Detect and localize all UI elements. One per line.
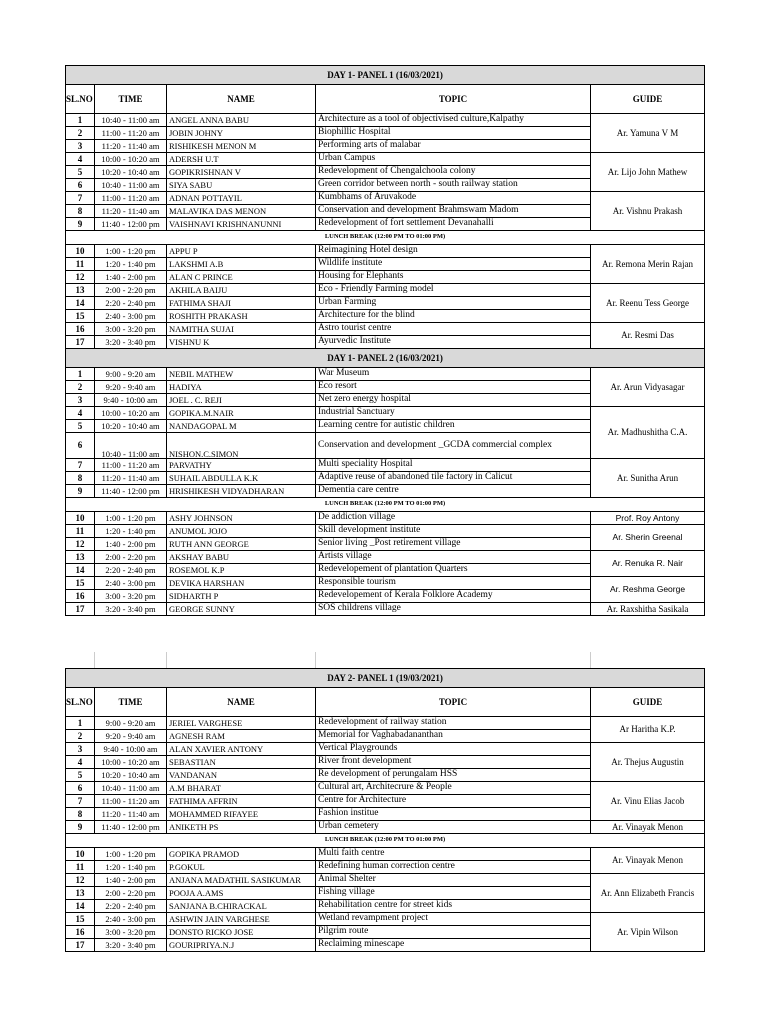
serial-number: 17	[66, 336, 95, 349]
table-row	[66, 551, 705, 564]
time-slot: 1:20 - 1:40 pm	[95, 258, 167, 271]
serial-number: 4	[66, 756, 95, 769]
header-name: NAME	[167, 85, 316, 114]
serial-number: 8	[66, 808, 95, 821]
time-slot: 1:20 - 1:40 pm	[95, 861, 167, 874]
student-name: GOURIPRIYA.N.J	[167, 939, 316, 952]
header-guide: GUIDE	[591, 688, 705, 717]
topic-text: Rehabilitation centre for street kids	[316, 900, 591, 913]
time-slot: 2:20 - 2:40 pm	[95, 900, 167, 913]
student-name: VAISHNAVI KRISHNANUNNI	[167, 218, 316, 231]
serial-number: 2	[66, 381, 95, 394]
time-slot: 2:40 - 3:00 pm	[95, 913, 167, 926]
time-slot: 11:40 - 12:00 pm	[95, 821, 167, 834]
student-name: ANIKETH PS	[167, 821, 316, 834]
serial-number: 6	[66, 179, 95, 192]
serial-number: 9	[66, 218, 95, 231]
serial-number: 11	[66, 861, 95, 874]
topic-text: Net zero energy hospital	[316, 394, 591, 407]
serial-number: 1	[66, 114, 95, 127]
serial-number: 5	[66, 166, 95, 179]
time-slot: 11:20 - 11:40 am	[95, 808, 167, 821]
student-name: ADNAN POTTAYIL	[167, 192, 316, 205]
serial-number: 11	[66, 258, 95, 271]
student-name: HADIYA	[167, 381, 316, 394]
topic-text: Architecture for the blind	[316, 310, 591, 323]
time-slot: 10:20 - 10:40 am	[95, 166, 167, 179]
serial-number: 5	[66, 769, 95, 782]
time-slot: 1:40 - 2:00 pm	[95, 538, 167, 551]
time-slot: 11:20 - 11:40 am	[95, 472, 167, 485]
time-slot: 11:00 - 11:20 am	[95, 192, 167, 205]
serial-number: 12	[66, 538, 95, 551]
day2-panel1-table	[65, 668, 704, 952]
topic-text: De addiction village	[316, 512, 591, 525]
serial-number: 10	[66, 245, 95, 258]
topic-text: Learning centre for autistic children	[316, 420, 591, 433]
student-name: SEBASTIAN	[167, 756, 316, 769]
time-slot: 3:00 - 3:20 pm	[95, 926, 167, 939]
serial-number: 7	[66, 795, 95, 808]
time-slot: 10:20 - 10:40 am	[95, 420, 167, 433]
topic-text: Housing for Elephants	[316, 271, 591, 284]
serial-number: 3	[66, 743, 95, 756]
student-name: ANUMOL JOJO	[167, 525, 316, 538]
header-topic: TOPIC	[316, 85, 591, 114]
student-name: SIDHARTH P	[167, 590, 316, 603]
lunch-break: LUNCH BREAK (12:00 PM TO 01:00 PM)	[66, 231, 705, 245]
topic-text: Wetland revampment project	[316, 913, 591, 926]
topic-text: Fashion institue	[316, 808, 591, 821]
guide-cell: Ar. Thejus Augustin	[591, 743, 705, 782]
time-slot: 2:20 - 2:40 pm	[95, 297, 167, 310]
serial-number: 8	[66, 472, 95, 485]
topic-text: Multi faith centre	[316, 848, 591, 861]
student-name: FATHIMA AFFRIN	[167, 795, 316, 808]
serial-number: 16	[66, 590, 95, 603]
time-slot: 9:00 - 9:20 am	[95, 717, 167, 730]
serial-number: 5	[66, 420, 95, 433]
topic-text: Vertical Playgrounds	[316, 743, 591, 756]
guide-cell: Ar. Sunitha Arun	[591, 459, 705, 498]
serial-number: 17	[66, 939, 95, 952]
table-row	[66, 407, 705, 420]
guide-cell: Prof. Roy Antony	[591, 512, 705, 525]
time-slot: 10:00 - 10:20 am	[95, 407, 167, 420]
guide-cell: Ar. Vinayak Menon	[591, 821, 705, 834]
serial-number: 15	[66, 310, 95, 323]
serial-number: 7	[66, 192, 95, 205]
header-name: NAME	[167, 688, 316, 717]
student-name: GOPIKA PRAMOD	[167, 848, 316, 861]
time-slot: 1:40 - 2:00 pm	[95, 874, 167, 887]
topic-text: Re development of perungalam HSS	[316, 769, 591, 782]
guide-cell: Ar. Vishnu Prakash	[591, 192, 705, 231]
student-name: ROSHITH PRAKASH	[167, 310, 316, 323]
topic-text: War Museum	[316, 368, 591, 381]
panel-title: DAY 1- PANEL 1 (16/03/2021)	[66, 66, 705, 85]
table-row	[66, 284, 705, 297]
panel-title: DAY 1- PANEL 2 (16/03/2021)	[66, 349, 705, 368]
topic-text: Performing arts of malabar	[316, 140, 591, 153]
student-name: FATHIMA SHAJI	[167, 297, 316, 310]
time-slot: 1:20 - 1:40 pm	[95, 525, 167, 538]
time-slot: 1:00 - 1:20 pm	[95, 848, 167, 861]
time-slot: 10:00 - 10:20 am	[95, 153, 167, 166]
table-row	[66, 192, 705, 205]
student-name: JERIEL VARGHESE	[167, 717, 316, 730]
time-slot: 1:00 - 1:20 pm	[95, 245, 167, 258]
serial-number: 15	[66, 577, 95, 590]
student-name: SANJANA B.CHIRACKAL	[167, 900, 316, 913]
student-name: SUHAIL ABDULLA K.K	[167, 472, 316, 485]
serial-number: 9	[66, 485, 95, 498]
topic-text: Green corridor between north - south railway station	[316, 179, 591, 192]
table-row	[66, 848, 705, 861]
student-name: ADERSH U.T	[167, 153, 316, 166]
serial-number: 7	[66, 459, 95, 472]
time-slot: 9:20 - 9:40 am	[95, 730, 167, 743]
topic-text: Eco resort	[316, 381, 591, 394]
student-name: AKSHAY BABU	[167, 551, 316, 564]
topic-text: Ayurvedic Institute	[316, 336, 591, 349]
time-slot: 10:40 - 11:00 am	[95, 114, 167, 127]
time-slot: 11:20 - 11:40 am	[95, 205, 167, 218]
topic-text: Pilgrim route	[316, 926, 591, 939]
time-slot: 3:00 - 3:20 pm	[95, 323, 167, 336]
time-slot: 2:00 - 2:20 pm	[95, 551, 167, 564]
serial-number: 13	[66, 551, 95, 564]
time-slot: 11:20 - 11:40 am	[95, 140, 167, 153]
panel-title: DAY 2- PANEL 1 (19/03/2021)	[66, 669, 705, 688]
topic-text: Architecture as a tool of objectivised culture,Kalpathy	[316, 114, 591, 127]
student-name: JOEL . C. REJI	[167, 394, 316, 407]
serial-number: 17	[66, 603, 95, 616]
guide-cell: Ar. Madhushitha C.A.	[591, 407, 705, 459]
topic-text: Cultural art, Architecrure & People	[316, 782, 591, 795]
student-name: ALAN C PRINCE	[167, 271, 316, 284]
header-time: TIME	[95, 688, 167, 717]
student-name: NEBIL MATHEW	[167, 368, 316, 381]
guide-cell: Ar. Ann Elizabeth Francis	[591, 874, 705, 913]
table-row	[66, 913, 705, 926]
guide-cell: Ar. Lijo John Mathew	[591, 153, 705, 192]
topic-text: Dementia care centre	[316, 485, 591, 498]
student-name: RUTH ANN GEORGE	[167, 538, 316, 551]
time-slot: 10:40 - 11:00 am	[95, 433, 167, 459]
topic-text: Conservation and development Brahmswam Madom	[316, 205, 591, 218]
serial-number: 14	[66, 900, 95, 913]
serial-number: 16	[66, 926, 95, 939]
topic-text: Conservation and development _GCDA commercial complex	[316, 433, 591, 459]
time-slot: 3:20 - 3:40 pm	[95, 603, 167, 616]
serial-number: 1	[66, 717, 95, 730]
lunch-break: LUNCH BREAK (12:00 PM TO 01:00 PM)	[66, 498, 705, 512]
student-name: RISHIKESH MENON M	[167, 140, 316, 153]
serial-number: 3	[66, 140, 95, 153]
student-name: ALAN XAVIER ANTONY	[167, 743, 316, 756]
time-slot: 2:00 - 2:20 pm	[95, 284, 167, 297]
serial-number: 6	[66, 433, 95, 459]
serial-number: 9	[66, 821, 95, 834]
time-slot: 9:20 - 9:40 am	[95, 381, 167, 394]
student-name: AGNESH RAM	[167, 730, 316, 743]
student-name: NANDAGOPAL M	[167, 420, 316, 433]
student-name: DEVIKA HARSHAN	[167, 577, 316, 590]
topic-text: Urban Farming	[316, 297, 591, 310]
time-slot: 2:00 - 2:20 pm	[95, 887, 167, 900]
guide-cell: Ar. Vinu Elias Jacob	[591, 782, 705, 821]
guide-cell: Ar Haritha K.P.	[591, 717, 705, 743]
time-slot: 10:40 - 11:00 am	[95, 782, 167, 795]
topic-text: Kumbhams of Aruvakode	[316, 192, 591, 205]
topic-text: Redevelopment of railway station	[316, 717, 591, 730]
serial-number: 15	[66, 913, 95, 926]
time-slot: 1:40 - 2:00 pm	[95, 271, 167, 284]
serial-number: 3	[66, 394, 95, 407]
table-row	[66, 603, 705, 616]
table-row	[66, 323, 705, 336]
topic-text: Fishing village	[316, 887, 591, 900]
topic-text: Astro tourist centre	[316, 323, 591, 336]
serial-number: 1	[66, 368, 95, 381]
serial-number: 8	[66, 205, 95, 218]
topic-text: Urban Campus	[316, 153, 591, 166]
time-slot: 3:20 - 3:40 pm	[95, 939, 167, 952]
serial-number: 14	[66, 564, 95, 577]
topic-text: Wildlife institute	[316, 258, 591, 271]
student-name: ROSEMOL K.P	[167, 564, 316, 577]
student-name: A.M BHARAT	[167, 782, 316, 795]
student-name: AKHILA BAIJU	[167, 284, 316, 297]
header-guide: GUIDE	[591, 85, 705, 114]
table-row	[66, 153, 705, 166]
header-slno: SL.NO	[66, 85, 95, 114]
table-row	[66, 874, 705, 887]
student-name: HRISHIKESH VIDYADHARAN	[167, 485, 316, 498]
serial-number: 6	[66, 782, 95, 795]
table-row	[66, 717, 705, 730]
serial-number: 10	[66, 848, 95, 861]
topic-text: Urban cemetery	[316, 821, 591, 834]
topic-text: Skill development institute	[316, 525, 591, 538]
time-slot: 9:00 - 9:20 am	[95, 368, 167, 381]
student-name: GEORGE SUNNY	[167, 603, 316, 616]
topic-text: Memorial for Vaghabadananthan	[316, 730, 591, 743]
guide-cell: Ar. Reshma George	[591, 577, 705, 603]
time-slot: 10:20 - 10:40 am	[95, 769, 167, 782]
topic-text: Redevelopment of fort settlement Devanahalli	[316, 218, 591, 231]
lunch-break: LUNCH BREAK (12:00 PM TO 01:00 PM)	[66, 834, 705, 848]
student-name: P.GOKUL	[167, 861, 316, 874]
student-name: NAMITHA SUJAI	[167, 323, 316, 336]
table-row	[66, 368, 705, 381]
header-time: TIME	[95, 85, 167, 114]
student-name: MALAVIKA DAS MENON	[167, 205, 316, 218]
student-name: APPU P	[167, 245, 316, 258]
topic-text: Centre for Architecture	[316, 795, 591, 808]
student-name: JOBIN JOHNY	[167, 127, 316, 140]
time-slot: 2:40 - 3:00 pm	[95, 310, 167, 323]
guide-cell: Ar. Vinayak Menon	[591, 848, 705, 874]
table-row	[66, 782, 705, 795]
topic-text: Reclaiming minescape	[316, 939, 591, 952]
header-topic: TOPIC	[316, 688, 591, 717]
topic-text: Redefining human correction centre	[316, 861, 591, 874]
topic-text: Redevelopement of Kerala Folklore Academy	[316, 590, 591, 603]
header-slno: SL.NO	[66, 688, 95, 717]
serial-number: 4	[66, 153, 95, 166]
serial-number: 12	[66, 271, 95, 284]
student-name: VANDANAN	[167, 769, 316, 782]
guide-cell: Ar. Raxshitha Sasikala	[591, 603, 705, 616]
guide-cell: Ar. Arun Vidyasagar	[591, 368, 705, 407]
topic-text: Reimagining Hotel design	[316, 245, 591, 258]
topic-text: Adaptive reuse of abandoned tile factory in Calicut	[316, 472, 591, 485]
serial-number: 13	[66, 284, 95, 297]
time-slot: 11:40 - 12:00 pm	[95, 218, 167, 231]
topic-text: Industrial Sanctuary	[316, 407, 591, 420]
time-slot: 10:40 - 11:00 am	[95, 179, 167, 192]
guide-cell: Ar. Vipin Wilson	[591, 913, 705, 952]
table-row	[66, 245, 705, 258]
time-slot: 11:40 - 12:00 pm	[95, 485, 167, 498]
student-name: PARVATHY	[167, 459, 316, 472]
student-name: LAKSHMI A.B	[167, 258, 316, 271]
guide-cell: Ar. Yamuna V M	[591, 114, 705, 153]
table-row	[66, 459, 705, 472]
student-name: ANGEL ANNA BABU	[167, 114, 316, 127]
student-name: POOJA A.AMS	[167, 887, 316, 900]
topic-text: Animal Shelter	[316, 874, 591, 887]
time-slot: 11:00 - 11:20 am	[95, 459, 167, 472]
time-slot: 3:20 - 3:40 pm	[95, 336, 167, 349]
time-slot: 2:20 - 2:40 pm	[95, 564, 167, 577]
student-name: DONSTO RICKO JOSE	[167, 926, 316, 939]
time-slot: 11:00 - 11:20 am	[95, 127, 167, 140]
time-slot: 9:40 - 10:00 am	[95, 394, 167, 407]
topic-text: Biophillic Hospital	[316, 127, 591, 140]
serial-number: 2	[66, 127, 95, 140]
topic-text: Responsible tourism	[316, 577, 591, 590]
table-row	[66, 821, 705, 834]
table-row	[66, 114, 705, 127]
student-name: GOPIKA.M.NAIR	[167, 407, 316, 420]
serial-number: 16	[66, 323, 95, 336]
guide-cell: Ar. Sherin Greenal	[591, 525, 705, 551]
serial-number: 2	[66, 730, 95, 743]
serial-number: 14	[66, 297, 95, 310]
student-name: ASHWIN JAIN VARGHESE	[167, 913, 316, 926]
student-name: ASHY JOHNSON	[167, 512, 316, 525]
serial-number: 10	[66, 512, 95, 525]
topic-text: Multi speciality Hospital	[316, 459, 591, 472]
table-row	[66, 743, 705, 756]
guide-cell: Ar. Renuka R. Nair	[591, 551, 705, 577]
serial-number: 4	[66, 407, 95, 420]
time-slot: 1:00 - 1:20 pm	[95, 512, 167, 525]
student-name: VISHNU K	[167, 336, 316, 349]
serial-number: 11	[66, 525, 95, 538]
student-name: SIYA SABU	[167, 179, 316, 192]
time-slot: 2:40 - 3:00 pm	[95, 577, 167, 590]
student-name: NISHON.C.SIMON	[167, 433, 316, 459]
guide-cell: Ar. Resmi Das	[591, 323, 705, 349]
day1-panel1-table	[65, 65, 704, 616]
serial-number: 12	[66, 874, 95, 887]
student-name: ANJANA MADATHIL SASIKUMAR	[167, 874, 316, 887]
topic-text: Senior living _Post retirement village	[316, 538, 591, 551]
time-slot: 3:00 - 3:20 pm	[95, 590, 167, 603]
topic-text: Eco - Friendly Farming model	[316, 284, 591, 297]
topic-text: Artists village	[316, 551, 591, 564]
table-row	[66, 512, 705, 525]
student-name: GOPIKRISHNAN V	[167, 166, 316, 179]
guide-cell: Ar. Reenu Tess George	[591, 284, 705, 323]
topic-text: River front development	[316, 756, 591, 769]
topic-text: Redevelopement of plantation Quarters	[316, 564, 591, 577]
topic-text: SOS childrens village	[316, 603, 591, 616]
table-row	[66, 525, 705, 538]
guide-cell: Ar. Remona Merin Rajan	[591, 245, 705, 284]
table-row	[66, 577, 705, 590]
topic-text: Redevelopment of Chengalchoola colony	[316, 166, 591, 179]
serial-number: 13	[66, 887, 95, 900]
time-slot: 11:00 - 11:20 am	[95, 795, 167, 808]
time-slot: 9:40 - 10:00 am	[95, 743, 167, 756]
student-name: MOHAMMED RIFAYEE	[167, 808, 316, 821]
time-slot: 10:00 - 10:20 am	[95, 756, 167, 769]
